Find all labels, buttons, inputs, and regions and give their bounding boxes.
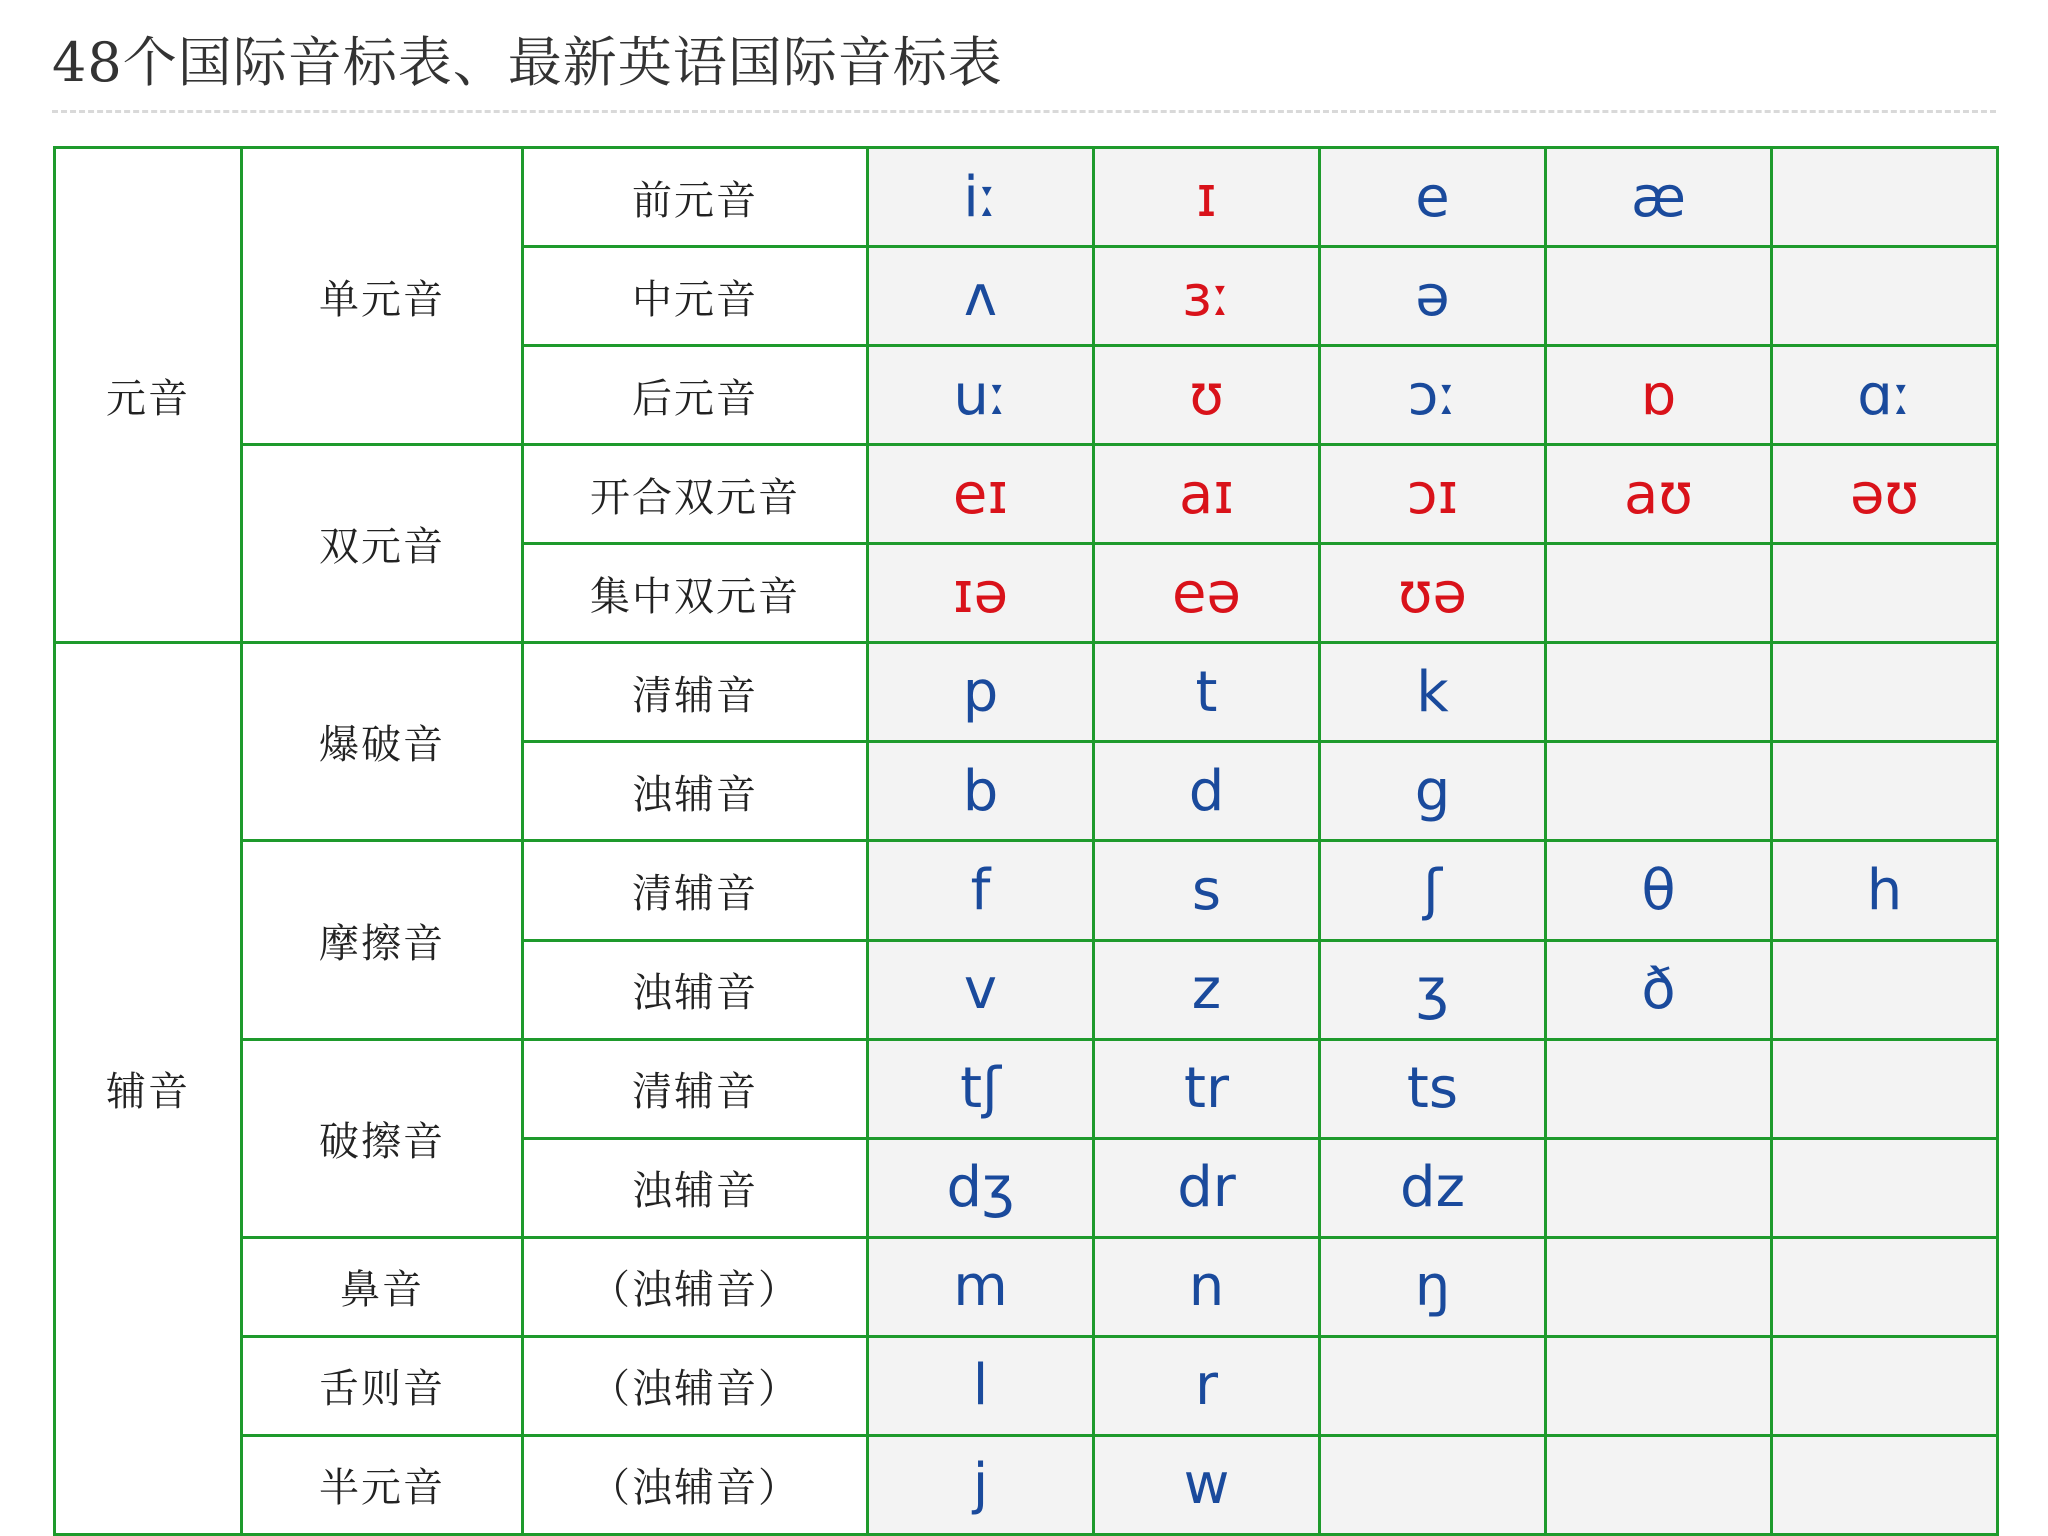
phonetic-symbol-cell: tʃ [868, 1039, 1094, 1138]
row-label: 集中双元音 [523, 544, 868, 643]
phonetic-symbol-cell: ʌ [868, 247, 1094, 346]
phonetic-symbol-cell [1772, 1039, 1998, 1138]
phonetic-symbol-cell [1546, 1237, 1772, 1336]
phonetic-symbol-cell: ts [1320, 1039, 1546, 1138]
subgroup-label: 舌则音 [242, 1336, 523, 1435]
phonetic-symbol-cell: ð [1546, 940, 1772, 1039]
subgroup-label: 双元音 [242, 445, 523, 643]
phonetic-symbol-cell: æ [1546, 148, 1772, 247]
phonetic-symbol-cell: v [868, 940, 1094, 1039]
phonetic-symbol-cell: ə [1320, 247, 1546, 346]
phonetic-symbol-cell [1772, 1336, 1998, 1435]
phonetic-symbol-cell: s [1094, 841, 1320, 940]
phonetic-symbol-cell: dr [1094, 1138, 1320, 1237]
table-row [55, 445, 1998, 544]
phonetic-symbol-cell: ʊə [1320, 544, 1546, 643]
row-label: 浊辅音 [523, 1138, 868, 1237]
phonetic-symbol-cell [1546, 544, 1772, 643]
phonetic-symbol-cell: ʒ [1320, 940, 1546, 1039]
phonetic-symbol-cell: iː [868, 148, 1094, 247]
phonetic-symbol-cell [1546, 1435, 1772, 1534]
phonetic-symbol-cell: f [868, 841, 1094, 940]
subgroup-label: 单元音 [242, 148, 523, 445]
row-label: （浊辅音） [523, 1237, 868, 1336]
phonetic-symbol-cell: ɔː [1320, 346, 1546, 445]
phonetic-symbol-cell: m [868, 1237, 1094, 1336]
group-label: 元音 [55, 148, 242, 643]
phonetic-symbol-cell: aʊ [1546, 445, 1772, 544]
phonetic-symbol-cell: ɪ [1094, 148, 1320, 247]
group-label: 辅音 [55, 643, 242, 1535]
phonetic-symbol-cell: ɔɪ [1320, 445, 1546, 544]
phonetic-symbol-cell: tr [1094, 1039, 1320, 1138]
table-row [55, 643, 1998, 742]
row-label: （浊辅音） [523, 1435, 868, 1534]
table-row [55, 1039, 1998, 1138]
phonetic-symbol-cell [1772, 1138, 1998, 1237]
subgroup-label: 摩擦音 [242, 841, 523, 1039]
phonetic-symbol-cell: d [1094, 742, 1320, 841]
phonetic-symbol-cell: r [1094, 1336, 1320, 1435]
table-row [55, 1435, 1998, 1534]
ipa-chart-table [53, 146, 1999, 1536]
phonetic-symbol-cell: eə [1094, 544, 1320, 643]
phonetic-symbol-cell: dz [1320, 1138, 1546, 1237]
phonetic-symbol-cell: ʃ [1320, 841, 1546, 940]
row-label: 清辅音 [523, 1039, 868, 1138]
phonetic-symbol-cell: e [1320, 148, 1546, 247]
subgroup-label: 爆破音 [242, 643, 523, 841]
phonetic-symbol-cell: n [1094, 1237, 1320, 1336]
phonetic-symbol-cell: ɜː [1094, 247, 1320, 346]
table-row [55, 1237, 1998, 1336]
phonetic-symbol-cell: aɪ [1094, 445, 1320, 544]
phonetic-symbol-cell: z [1094, 940, 1320, 1039]
row-label: （浊辅音） [523, 1336, 868, 1435]
phonetic-symbol-cell: eɪ [868, 445, 1094, 544]
phonetic-symbol-cell: ɑː [1772, 346, 1998, 445]
phonetic-symbol-cell: g [1320, 742, 1546, 841]
row-label: 浊辅音 [523, 940, 868, 1039]
phonetic-symbol-cell [1320, 1336, 1546, 1435]
phonetic-symbol-cell: ɪə [868, 544, 1094, 643]
table-row [55, 148, 1998, 247]
phonetic-symbol-cell: ŋ [1320, 1237, 1546, 1336]
phonetic-symbol-cell: ʊ [1094, 346, 1320, 445]
phonetic-symbol-cell: j [868, 1435, 1094, 1534]
page-title: 48个国际音标表、最新英语国际音标表 [52, 31, 1003, 94]
phonetic-symbol-cell [1772, 247, 1998, 346]
table-row [55, 841, 1998, 940]
phonetic-symbol-cell: b [868, 742, 1094, 841]
phonetic-symbol-cell: uː [868, 346, 1094, 445]
row-label: 中元音 [523, 247, 868, 346]
phonetic-symbol-cell [1772, 1435, 1998, 1534]
phonetic-symbol-cell [1772, 544, 1998, 643]
title-divider [52, 110, 1996, 113]
phonetic-symbol-cell: l [868, 1336, 1094, 1435]
phonetic-symbol-cell: h [1772, 841, 1998, 940]
phonetic-symbol-cell: ɒ [1546, 346, 1772, 445]
row-label: 清辅音 [523, 643, 868, 742]
phonetic-symbol-cell [1320, 1435, 1546, 1534]
phonetic-symbol-cell [1772, 148, 1998, 247]
phonetic-symbol-cell [1772, 1237, 1998, 1336]
row-label: 开合双元音 [523, 445, 868, 544]
phonetic-symbol-cell [1546, 1039, 1772, 1138]
phonetic-symbol-cell [1546, 643, 1772, 742]
phonetic-symbol-cell [1546, 742, 1772, 841]
subgroup-label: 破擦音 [242, 1039, 523, 1237]
phonetic-symbol-cell: θ [1546, 841, 1772, 940]
phonetic-symbol-cell [1546, 1138, 1772, 1237]
subgroup-label: 鼻音 [242, 1237, 523, 1336]
phonetic-symbol-cell [1772, 742, 1998, 841]
phonetic-symbol-cell: k [1320, 643, 1546, 742]
phonetic-symbol-cell: əʊ [1772, 445, 1998, 544]
row-label: 浊辅音 [523, 742, 868, 841]
subgroup-label: 半元音 [242, 1435, 523, 1534]
phonetic-symbol-cell [1772, 643, 1998, 742]
phonetic-symbol-cell: w [1094, 1435, 1320, 1534]
phonetic-symbol-cell [1546, 247, 1772, 346]
phonetic-symbol-cell [1772, 940, 1998, 1039]
phonetic-symbol-cell: t [1094, 643, 1320, 742]
row-label: 前元音 [523, 148, 868, 247]
row-label: 清辅音 [523, 841, 868, 940]
phonetic-symbol-cell: p [868, 643, 1094, 742]
phonetic-symbol-cell [1546, 1336, 1772, 1435]
row-label: 后元音 [523, 346, 868, 445]
phonetic-symbol-cell: dʒ [868, 1138, 1094, 1237]
table-row [55, 1336, 1998, 1435]
